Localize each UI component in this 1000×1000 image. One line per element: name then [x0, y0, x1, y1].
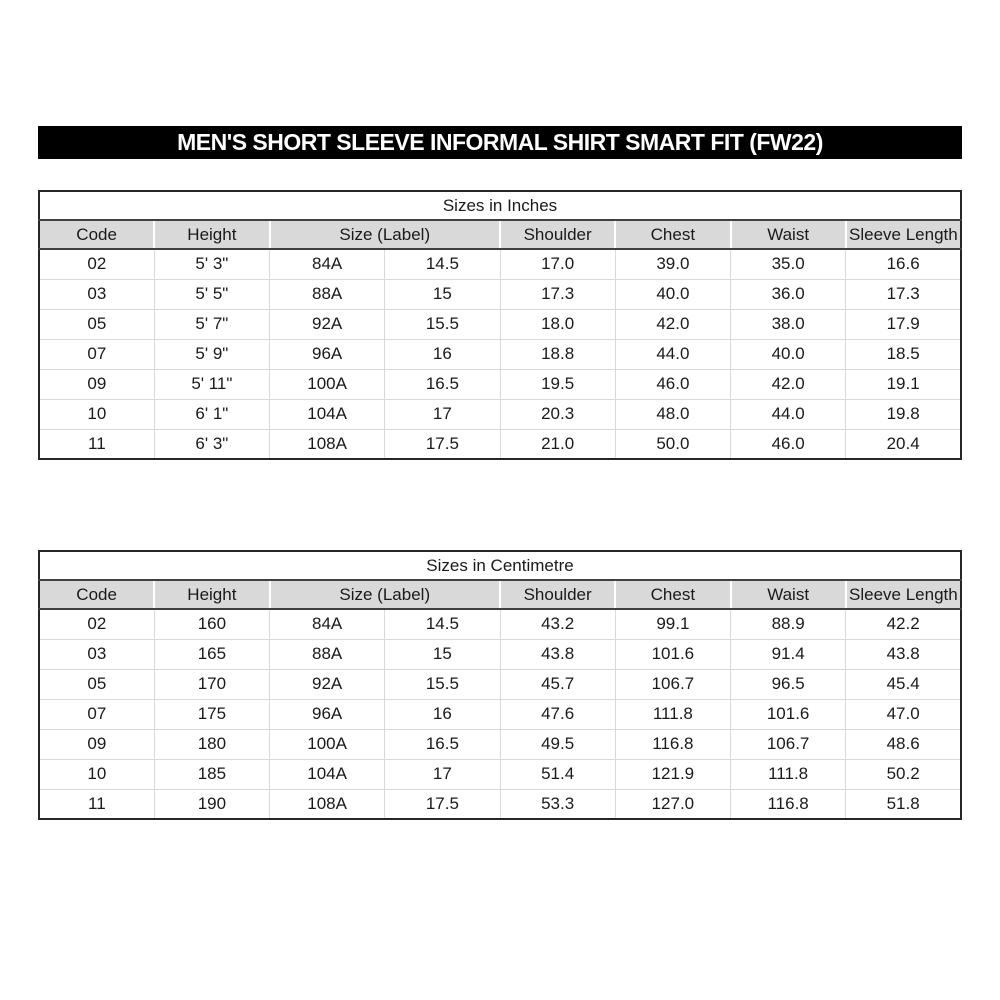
column-header-waist: Waist: [731, 220, 846, 249]
cm-size-table: [38, 550, 962, 820]
table-cell: 165: [154, 639, 269, 669]
table-cell: 108A: [270, 789, 385, 819]
table-title-row: [39, 191, 961, 220]
table-cell: 42.0: [615, 309, 730, 339]
table-cell: 88.9: [731, 609, 846, 639]
table-cell: 17.3: [846, 279, 961, 309]
table-cell: 39.0: [615, 249, 730, 279]
column-header-sleeve-length: Sleeve Length: [846, 580, 961, 609]
table-cell: 09: [39, 729, 154, 759]
table-cell: 175: [154, 699, 269, 729]
table-cell: 18.8: [500, 339, 615, 369]
column-header-shoulder: Shoulder: [500, 580, 615, 609]
table-cell: 16.6: [846, 249, 961, 279]
table-cell: 46.0: [731, 429, 846, 459]
table-cell: 127.0: [615, 789, 730, 819]
table-cell: 101.6: [615, 639, 730, 669]
table-cell: 104A: [270, 399, 385, 429]
table-cell: 84A: [270, 609, 385, 639]
table-cell: 35.0: [731, 249, 846, 279]
table-cell: 17.9: [846, 309, 961, 339]
table-cell: 45.7: [500, 669, 615, 699]
table-cell: 19.5: [500, 369, 615, 399]
table-cell: 116.8: [731, 789, 846, 819]
table-cell: 5' 3": [154, 249, 269, 279]
table-cell: 17.5: [385, 429, 500, 459]
table-row: [39, 699, 961, 729]
table-cell: 07: [39, 339, 154, 369]
table-cell: 111.8: [615, 699, 730, 729]
table-cell: 46.0: [615, 369, 730, 399]
table-row: [39, 609, 961, 639]
table-cell: 100A: [270, 729, 385, 759]
table-cell: 53.3: [500, 789, 615, 819]
table-row: [39, 279, 961, 309]
table-cell: 17.3: [500, 279, 615, 309]
inches-size-table: [38, 190, 962, 460]
table-cell: 17: [385, 399, 500, 429]
table-cell: 10: [39, 399, 154, 429]
table-cell: 15.5: [385, 669, 500, 699]
table-header-row: [39, 580, 961, 609]
table-cell: 43.2: [500, 609, 615, 639]
table-cell: 16: [385, 339, 500, 369]
table-cell: 51.8: [846, 789, 961, 819]
table-cell: 50.0: [615, 429, 730, 459]
table-cell: 190: [154, 789, 269, 819]
table-cell: 121.9: [615, 759, 730, 789]
table-cell: 170: [154, 669, 269, 699]
table-cell: 20.4: [846, 429, 961, 459]
table-cell: 101.6: [731, 699, 846, 729]
column-header-chest: Chest: [615, 220, 730, 249]
table-cell: 48.6: [846, 729, 961, 759]
column-header-sleeve-length: Sleeve Length: [846, 220, 961, 249]
table-cell: 16.5: [385, 369, 500, 399]
table-body: [39, 249, 961, 459]
column-header-size-label: Size (Label): [270, 580, 501, 609]
column-header-waist: Waist: [731, 580, 846, 609]
table-cell: 47.0: [846, 699, 961, 729]
table-cell: 92A: [270, 309, 385, 339]
table-cell: 19.1: [846, 369, 961, 399]
table-cell: 92A: [270, 669, 385, 699]
table-cell: 84A: [270, 249, 385, 279]
table-header-row: [39, 220, 961, 249]
table-cell: 45.4: [846, 669, 961, 699]
table-cell: 5' 7": [154, 309, 269, 339]
table-cell: 18.0: [500, 309, 615, 339]
column-header-height: Height: [154, 220, 269, 249]
table-cell: 16: [385, 699, 500, 729]
table-cell: 17.0: [500, 249, 615, 279]
table-cell: 17.5: [385, 789, 500, 819]
table-title-row: [39, 551, 961, 580]
table-cell: 40.0: [615, 279, 730, 309]
table-cell: 14.5: [385, 249, 500, 279]
table-row: [39, 669, 961, 699]
table-cell: 42.0: [731, 369, 846, 399]
table-cell: 09: [39, 369, 154, 399]
table-cell: 88A: [270, 279, 385, 309]
table-cell: 106.7: [731, 729, 846, 759]
table-cell: 17: [385, 759, 500, 789]
table-cell: 38.0: [731, 309, 846, 339]
table-cell: 11: [39, 789, 154, 819]
table-cell: 14.5: [385, 609, 500, 639]
table-cell: 42.2: [846, 609, 961, 639]
table-cell: 15: [385, 639, 500, 669]
table-cell: 104A: [270, 759, 385, 789]
table-cell: 03: [39, 639, 154, 669]
table-cell: 03: [39, 279, 154, 309]
table-cell: 96.5: [731, 669, 846, 699]
table-cell: 88A: [270, 639, 385, 669]
table-cell: 106.7: [615, 669, 730, 699]
table-row: [39, 429, 961, 459]
table-cell: 6' 1": [154, 399, 269, 429]
table-cell: 20.3: [500, 399, 615, 429]
table-row: [39, 639, 961, 669]
table-cell: 99.1: [615, 609, 730, 639]
table-row: [39, 759, 961, 789]
table-cell: 44.0: [615, 339, 730, 369]
table-cell: 43.8: [500, 639, 615, 669]
table-cell: 5' 9": [154, 339, 269, 369]
table-cell: 5' 11": [154, 369, 269, 399]
table-cell: 47.6: [500, 699, 615, 729]
table-row: [39, 369, 961, 399]
table-cell: 43.8: [846, 639, 961, 669]
table-cell: 96A: [270, 699, 385, 729]
table-cell: 05: [39, 309, 154, 339]
column-header-chest: Chest: [615, 580, 730, 609]
title-banner: [38, 126, 962, 159]
column-header-shoulder: Shoulder: [500, 220, 615, 249]
table-row: [39, 249, 961, 279]
table-cell: 50.2: [846, 759, 961, 789]
table-cell: 40.0: [731, 339, 846, 369]
table-cell: 36.0: [731, 279, 846, 309]
table-cell: 48.0: [615, 399, 730, 429]
table-cell: 11: [39, 429, 154, 459]
table-row: [39, 729, 961, 759]
table-cell: 91.4: [731, 639, 846, 669]
page-title: MEN'S SHORT SLEEVE INFORMAL SHIRT SMART FIT (FW22): [177, 129, 823, 155]
table-cell: 19.8: [846, 399, 961, 429]
column-header-code: Code: [39, 580, 154, 609]
table-cell: 6' 3": [154, 429, 269, 459]
table-title: Sizes in Inches: [39, 191, 961, 220]
table-cell: 02: [87, 614, 107, 634]
table-cell: 180: [154, 729, 269, 759]
table-cell: 15: [385, 279, 500, 309]
column-header-height: Height: [154, 580, 269, 609]
table-cell: 15.5: [385, 309, 500, 339]
table-cell: 07: [39, 699, 154, 729]
table-cell: 16.5: [385, 729, 500, 759]
column-header-size-label: Size (Label): [270, 220, 501, 249]
table-title: Sizes in Centimetre: [39, 551, 961, 580]
table-cell: 108A: [270, 429, 385, 459]
table-cell: 05: [39, 669, 154, 699]
table-row: [39, 309, 961, 339]
table-cell: 49.5: [500, 729, 615, 759]
table-cell: 96A: [270, 339, 385, 369]
table-row: [39, 399, 961, 429]
table-cell: 160: [154, 609, 269, 639]
table-cell: 44.0: [731, 399, 846, 429]
table-cell: 5' 5": [154, 279, 269, 309]
table-cell: 116.8: [615, 729, 730, 759]
table-cell: 10: [39, 759, 154, 789]
table-body: [39, 609, 961, 819]
table-cell: 02: [87, 254, 107, 274]
column-header-code: Code: [39, 220, 154, 249]
table-cell: 21.0: [500, 429, 615, 459]
table-row: [39, 339, 961, 369]
table-cell: 100A: [270, 369, 385, 399]
table-cell: 111.8: [731, 759, 846, 789]
table-cell: 185: [154, 759, 269, 789]
table-row: [39, 789, 961, 819]
table-cell: 18.5: [846, 339, 961, 369]
table-cell: 51.4: [500, 759, 615, 789]
